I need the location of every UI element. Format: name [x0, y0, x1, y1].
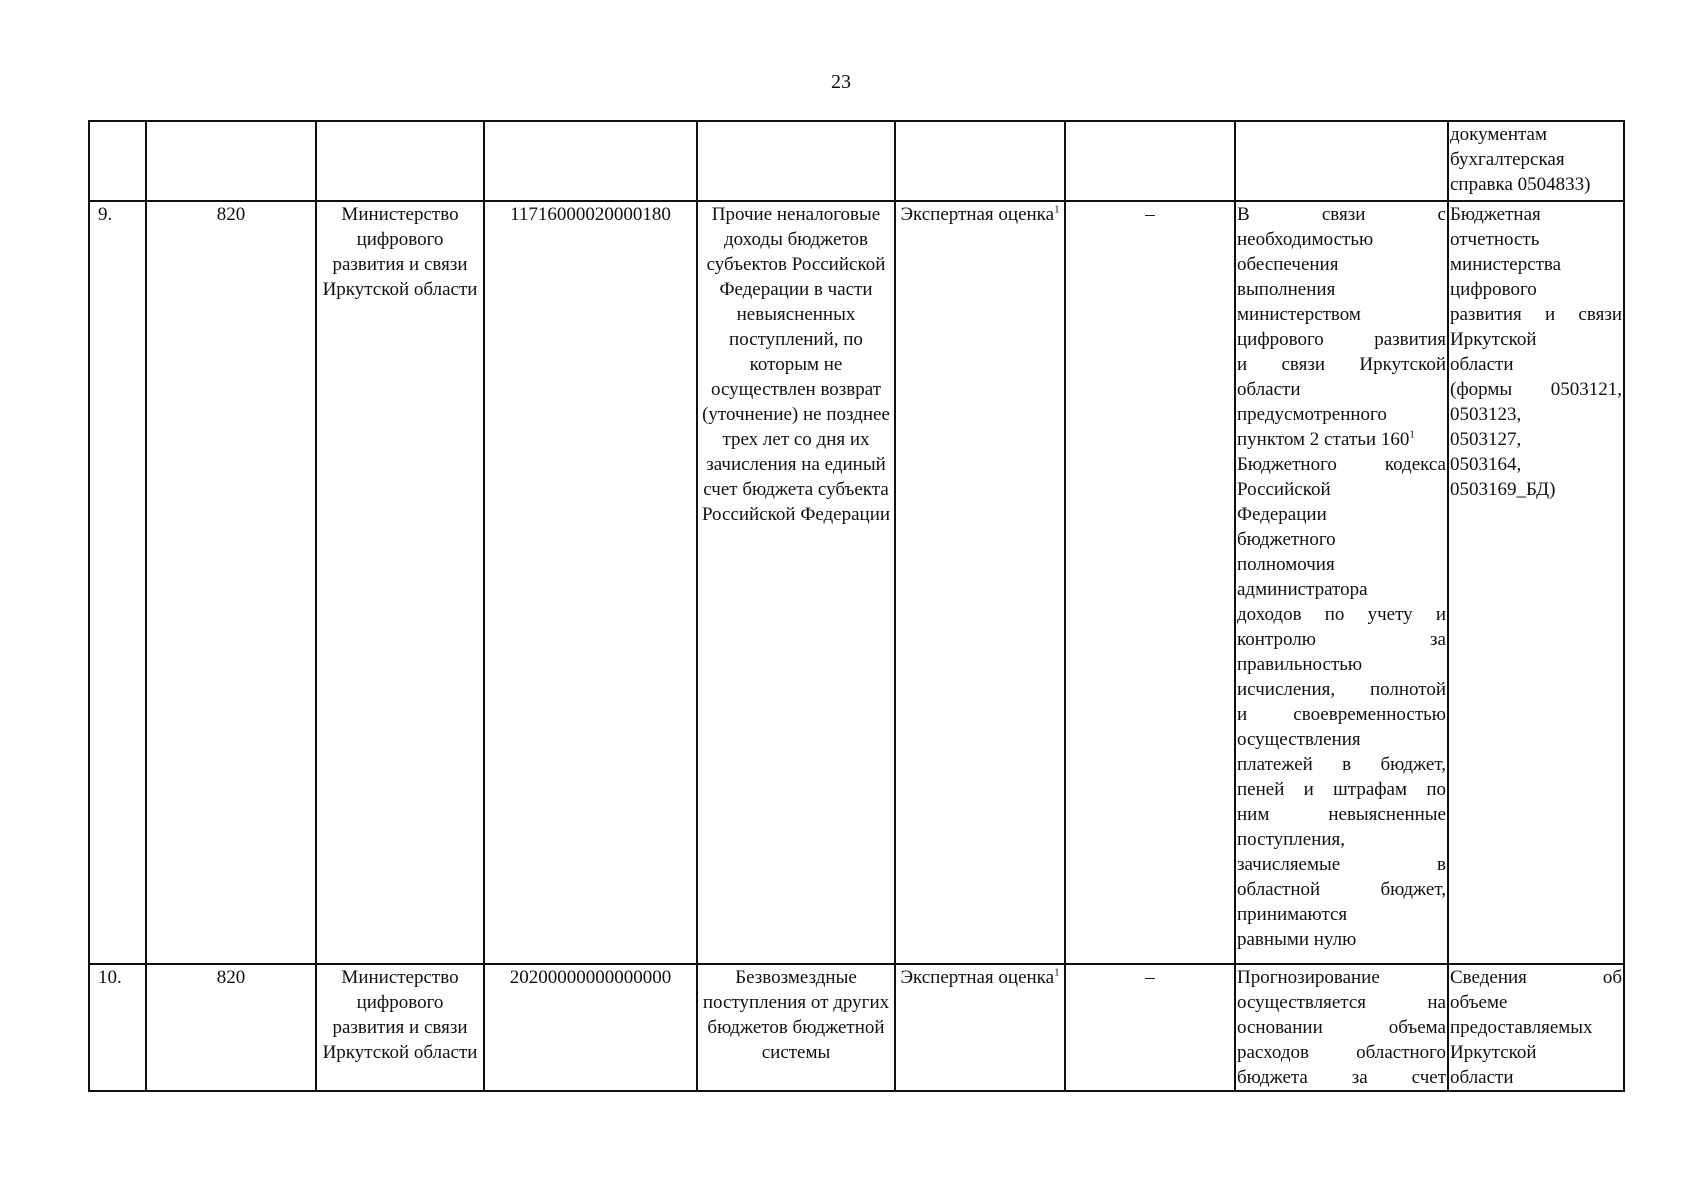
cell-row-number: 10.: [89, 964, 146, 1091]
cell-empty: [89, 121, 146, 201]
cell-empty: [1065, 121, 1235, 201]
cell-empty: [697, 121, 895, 201]
page-number: 23: [831, 71, 851, 93]
table-row: [89, 964, 1624, 1091]
cell-row-number: 9.: [89, 201, 146, 964]
cell-admin-code: 820: [146, 964, 316, 1091]
cell-revenue-name: Прочие неналоговые доходы бюджетов субъектов Российской Федерации в части невыясненных поступлений, по которым не осуществлен возврат (уточнение) не позднее трех лет со дня их зачисления на единый счет бюджета субъекта Российской Федерации: [697, 201, 895, 964]
cell-revenue-name: Безвозмездные поступления от других бюджетов бюджетной системы: [697, 964, 895, 1091]
cell-formula: –: [1065, 964, 1235, 1091]
table-row-continuation: [89, 121, 1624, 201]
table-row: [89, 201, 1624, 964]
cell-formula: –: [1065, 201, 1235, 964]
cell-administrator: Министерство цифрового развития и связи Иркутской области: [316, 201, 484, 964]
cell-kbk-code: 11716000020000180: [484, 201, 697, 964]
cell-algorithm: Прогнозирование осуществляется на основании объема расходов областного бюджета за счет: [1235, 964, 1448, 1091]
cell-empty: [484, 121, 697, 201]
cell-source-continuation: документам бухгалтерская справка 0504833): [1448, 121, 1624, 201]
cell-administrator: Министерство цифрового развития и связи Иркутской области: [316, 964, 484, 1091]
cell-empty: [895, 121, 1065, 201]
cell-algorithm: В связи с необходимостью обеспечения выполнения министерством цифрового развития и связи Иркутской области предусмотренного пунктом 2 статьи $160^1$ Бюджетного кодекса Российской Федерации бюджетного полномочия администратора доходов по учету и контролю за правильностью исчисления, полнотой и своевременностью осуществления платежей в бюджет, пеней и штрафам по ним невыясненные поступления, зачисляемые в областной бюджет, принимаются равными нулю: [1235, 201, 1448, 964]
cell-data-source: Сведения об объеме предоставляемых Иркутской области: [1448, 964, 1624, 1091]
cell-admin-code: 820: [146, 201, 316, 964]
cell-empty: [1235, 121, 1448, 201]
cell-forecast-method: Экспертная оценка$^1$: [895, 964, 1065, 1091]
cell-data-source: Бюджетная отчетность министерства цифрового развития и связи Иркутской области (формы 0503121, 0503123, 0503127, 0503164, 0503169_БД): [1448, 201, 1624, 964]
cell-forecast-method: Экспертная оценка$^1$: [895, 201, 1065, 964]
cell-kbk-code: 20200000000000000: [484, 964, 697, 1091]
cell-empty: [146, 121, 316, 201]
revenue-forecast-table: [88, 120, 1625, 1092]
cell-empty: [316, 121, 484, 201]
